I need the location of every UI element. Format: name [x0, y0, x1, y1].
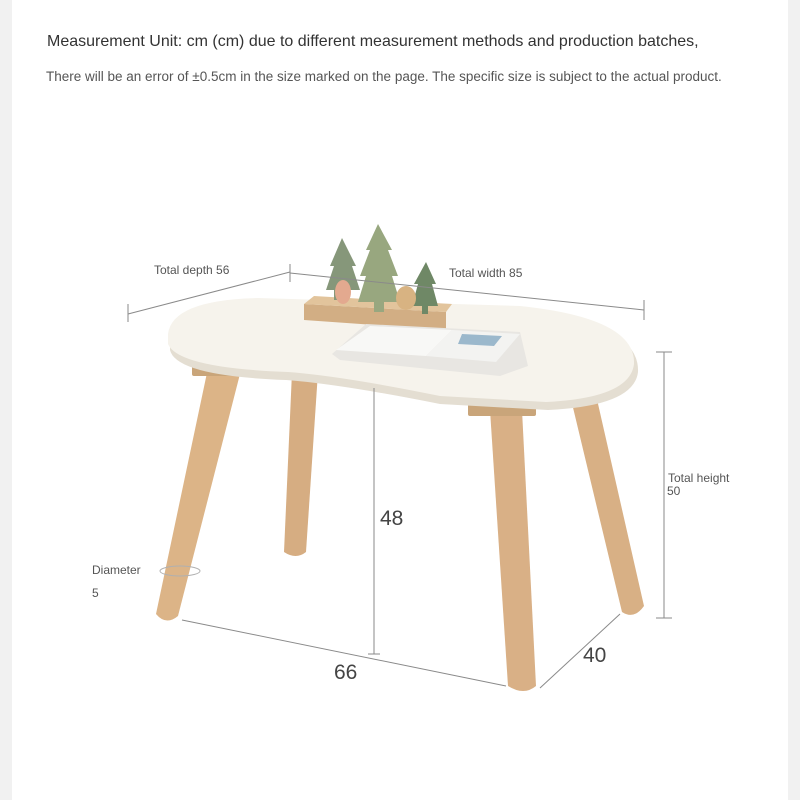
front-right-leg: [490, 410, 536, 691]
total-height-label: Total height: [668, 471, 730, 485]
front-length-value: 66: [334, 661, 358, 684]
book-picture: [458, 334, 502, 346]
back-right-leg: [570, 395, 644, 615]
back-left-leg: [284, 372, 318, 556]
side-depth-dimension-line: [540, 614, 620, 688]
total-height-value: 50: [667, 484, 681, 498]
diameter-value: 5: [92, 586, 99, 600]
side-depth-value: 40: [583, 644, 607, 667]
tree-small-tan: [396, 286, 416, 310]
measurement-error-note: There will be an error of ±0.5cm in the size marked on the page. The specific size is subject to the actual product.: [46, 69, 722, 84]
measurement-unit-note: Measurement Unit: cm (cm) due to different measurement methods and production batches,: [47, 33, 699, 50]
total-width-label: Total width 85: [449, 266, 523, 280]
leg-height-value: 48: [380, 507, 404, 530]
front-left-leg: [156, 368, 240, 621]
tree-center: [358, 224, 400, 312]
diameter-label: Diameter: [92, 563, 141, 577]
total-depth-label: Total depth 56: [154, 263, 230, 277]
tree-small-pink: [335, 280, 351, 304]
